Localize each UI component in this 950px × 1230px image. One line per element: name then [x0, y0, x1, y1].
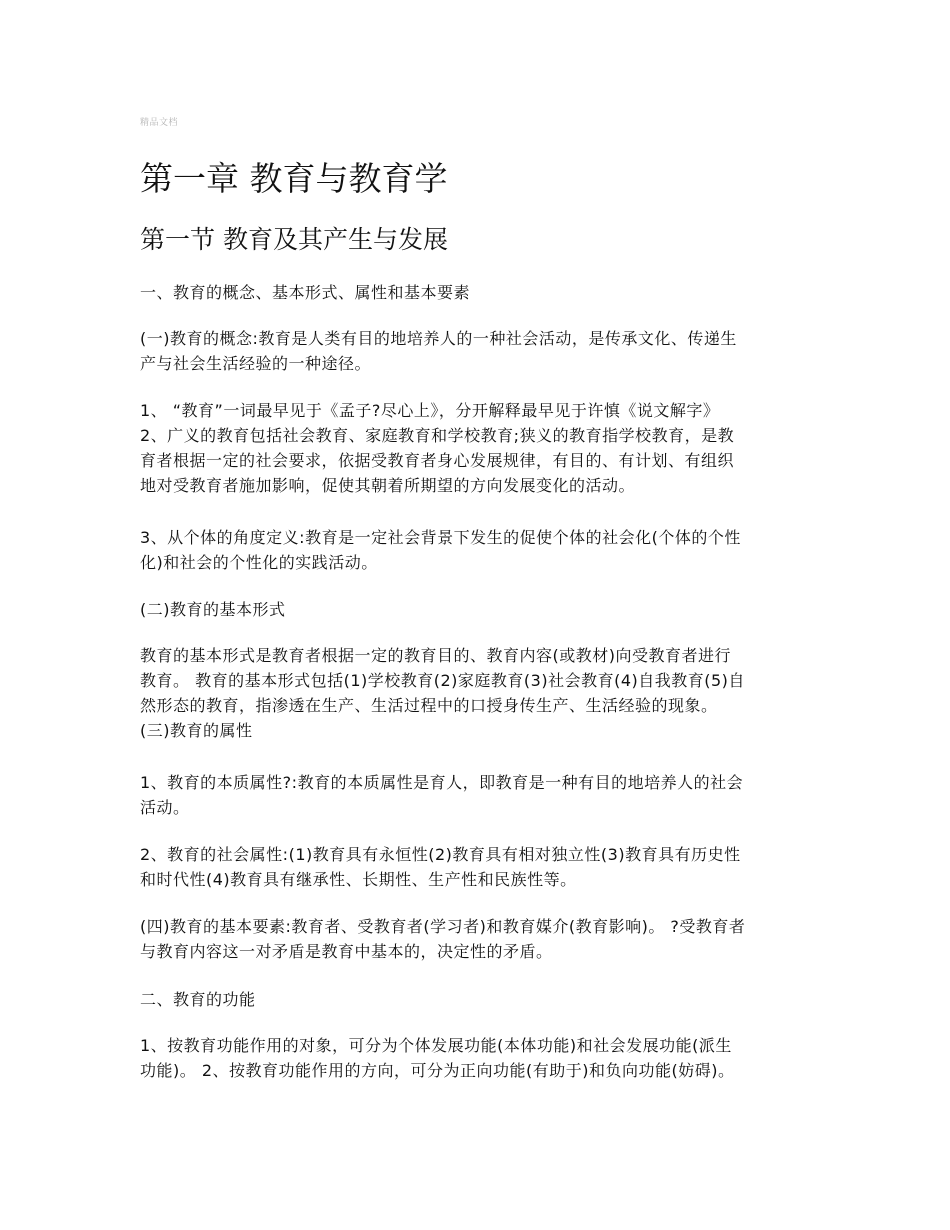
text-line: 与教育内容这一对矛盾是教育中基本的，决定性的矛盾。 — [140, 942, 553, 961]
heading-basic-forms — [140, 597, 812, 622]
text-line: (一)教育的概念:教育是人类有目的地培养人的一种社会活动，是传承文化、传递生 — [140, 329, 737, 348]
text-line: (二)教育的基本形式 — [140, 600, 286, 619]
paragraph-basic-forms — [140, 643, 812, 743]
paragraph-social-attribute — [140, 842, 812, 892]
text-line: 然形态的教育，指渗透在生产、生活过程中的口授身传生产、生活经验的现象。 — [140, 696, 718, 715]
text-line: 1、教育的本质属性?:教育的本质属性是育人，即教育是一种有目的地培养人的社会 — [140, 773, 744, 792]
text-line: 地对受教育者施加影响，促使其朝着所期望的方向发展变化的活动。 — [140, 476, 636, 495]
text-line: (四)教育的基本要素:教育者、受教育者(学习者)和教育媒介(教育影响)。 ?受教育者 — [140, 917, 746, 936]
paragraph-essential-attribute — [140, 770, 812, 820]
paragraph-individual-definition — [140, 525, 812, 575]
text-line: 活动。 — [140, 798, 190, 817]
text-line: 和时代性(4)教育具有继承性、长期性、生产性和民族性等。 — [140, 870, 577, 889]
paragraph-education-concept — [140, 326, 812, 376]
text-line: 2、广义的教育包括社会教育、家庭教育和学校教育;狭义的教育指学校教育，是教 — [140, 426, 735, 445]
text-line: 2、教育的社会属性:(1)教育具有永恒性(2)教育具有相对独立性(3)教育具有历史性 — [140, 845, 741, 864]
text-line: 教育。 教育的基本形式包括(1)学校教育(2)家庭教育(3)社会教育(4)自我教育(5)自 — [140, 671, 745, 690]
paragraph-basic-elements — [140, 914, 812, 964]
chapter-title: 第一章 教育与教育学 — [140, 159, 448, 198]
text-line: 功能)。 2、按教育功能作用的方向，可分为正向功能(有助于)和负向功能(妨碍)。 — [140, 1061, 735, 1080]
text-line: 育者根据一定的社会要求，依据受教育者身心发展规律，有目的、有计划、有组织 — [140, 451, 735, 470]
heading-concept-forms-attributes — [140, 280, 812, 305]
paragraph-origin-and-definitions — [140, 398, 812, 498]
text-line: 化)和社会的个性化的实践活动。 — [140, 553, 378, 572]
section-title: 第一节 教育及其产生与发展 — [140, 225, 448, 254]
text-line: 一、教育的概念、基本形式、属性和基本要素 — [140, 283, 471, 302]
text-line: 二、教育的功能 — [140, 990, 256, 1009]
text-line: 3、从个体的角度定义:教育是一定社会背景下发生的促使个体的社会化(个体的个性 — [140, 528, 741, 547]
text-line: 1、 “教育”一词最早见于《孟子?尽心上》，分开解释最早见于许慎《说文解字》 — [140, 401, 720, 420]
text-line: 1、按教育功能作用的对象，可分为个体发展功能(本体功能)和社会发展功能(派生 — [140, 1036, 732, 1055]
text-line: 教育的基本形式是教育者根据一定的教育目的、教育内容(或教材)向受教育者进行 — [140, 646, 731, 665]
text-line: 产与社会生活经验的一种途径。 — [140, 354, 372, 373]
watermark-text: 精品文档 — [140, 118, 179, 128]
heading-education-functions — [140, 987, 812, 1012]
paragraph-function-classification — [140, 1033, 812, 1083]
text-line: (三)教育的属性 — [140, 721, 253, 740]
